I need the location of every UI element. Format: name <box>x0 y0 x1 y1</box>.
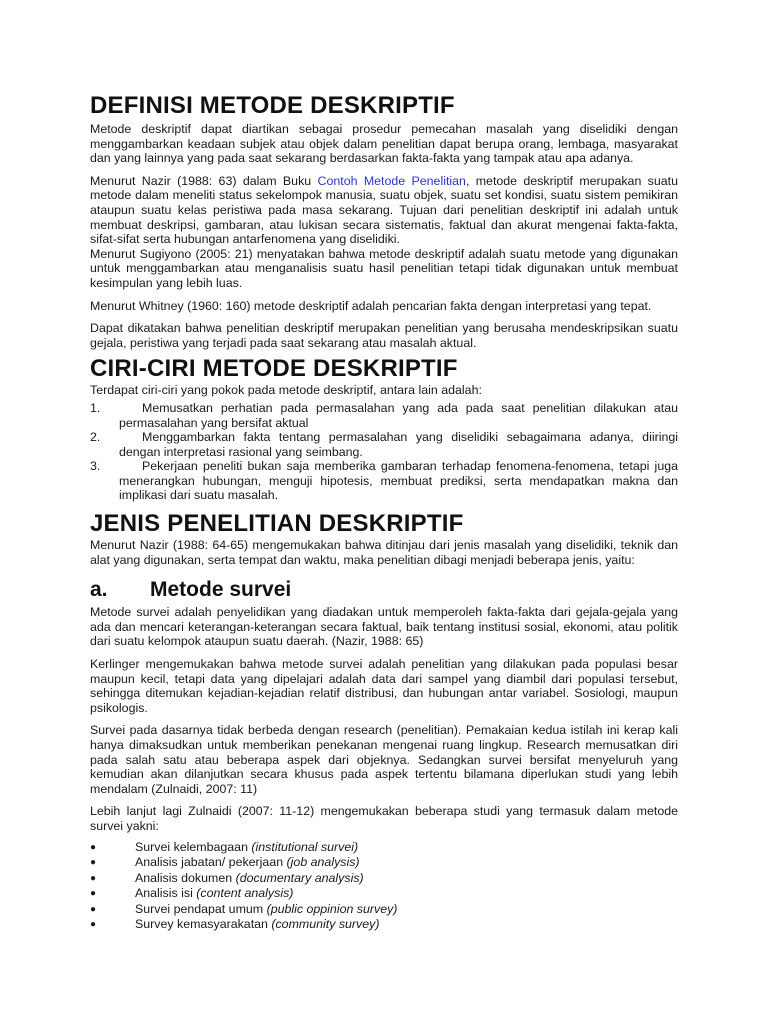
list-number: 2. <box>90 430 101 445</box>
paragraph: Menurut Sugiyono (2005: 21) menyatakan bahwa metode deskriptif adalah suatu metode yang digunakan untuk menggambarkan atau menganalisis suatu hasil penelitian tetapi tidak digunakan untuk membuat kesimpulan yang lebih luas. <box>90 246 678 290</box>
list-item <box>90 917 678 933</box>
list-item-text <box>135 902 397 918</box>
bullet-list <box>90 840 678 933</box>
list-item-text-wrap <box>119 401 678 430</box>
list-item-term: (job analysis) <box>286 855 360 870</box>
numbered-list <box>90 401 678 503</box>
bullet-icon: ● <box>90 888 97 900</box>
list-item <box>90 871 678 887</box>
paragraph: Lebih lanjut lagi Zulnaidi (2007: 11-12) mengemukakan beberapa studi yang termasuk dalam metode survei yakni: <box>90 804 678 833</box>
bullet-icon: ● <box>90 841 97 853</box>
list-item <box>90 902 678 918</box>
subheading-title: Metode survei <box>150 578 292 602</box>
subheading-letter: a. <box>90 578 108 602</box>
list-item <box>90 459 678 503</box>
paragraph: Menurut Nazir (1988: 64-65) mengemukakan bahwa ditinjau dari jenis masalah yang diselidiki, teknik dan alat yang digunakan, serta tempat dan waktu, maka penelitian dibagi menjadi beberapa jenis, yaitu: <box>90 538 678 567</box>
heading-definisi: DEFINISI METODE DESKRIPTIF <box>90 92 455 119</box>
list-item-text <box>135 840 358 856</box>
paragraph: Metode survei adalah penyelidikan yang diadakan untuk memperoleh fakta-fakta dari gejala-gejala yang ada dan mencari keterangan-keterangan secara faktual, baik tentang institusi sosial, ekonomi, atau politik dari suatu kelompok ataupun suatu daerah. (Nazir, 1988: 65) <box>90 605 678 649</box>
list-item-label: Analisis dokumen <box>135 870 236 885</box>
list-item-text <box>135 886 293 902</box>
heading-ciri: CIRI-CIRI METODE DESKRIPTIF <box>90 355 458 383</box>
list-item <box>90 840 678 856</box>
paragraph-text: , metode deskriptif merupakan suatu metode dalam meneliti status sekelompok manusia, suatu objek, suatu set kondisi, suatu sistem pemikiran ataupun suatu kelas peristiwa pada masa sekarang. Tujuan dari penelitian deskriptif ini adalah untuk membuat deskripsi, gambaran, atau lukisan secara sistematis, faktual dan akurat mengenai fakta-fakta, sifat-sifat serta hubungan antarfenomena yang diselidiki. <box>90 173 678 247</box>
paragraph: Terdapat ciri-ciri yang pokok pada metode deskriptif, antara lain adalah: <box>90 383 482 398</box>
list-item-term: (public oppinion survey) <box>266 901 398 916</box>
list-item-text <box>135 855 360 871</box>
list-number: 3. <box>90 459 101 474</box>
list-item <box>90 855 678 871</box>
bullet-icon: ● <box>90 872 97 884</box>
list-item-label: Survey kemasyarakatan <box>135 917 272 932</box>
paragraph: Dapat dikatakan bahwa penelitian deskriptif merupakan penelitian yang berusaha mendeskripsikan suatu gejala, peristiwa yang terjadi pada saat sekarang atau masalah aktual. <box>90 321 678 350</box>
list-item-text-wrap <box>119 430 678 459</box>
paragraph: Survei pada dasarnya tidak berbeda dengan research (penelitian). Pemakaian kedua istilah ini kerap kali hanya dimaksudkan untuk memberikan penekanan mengenai ruang lingkup. Research memusatkan diri pada salah satu atau beberapa aspek dari objeknya. Sedangkan survei bersifat menyeluruh yang kemudian akan dilanjutkan secara khusus pada aspek tertentu bilamana diperlukan studi yang lebih mendalam (Zulnaidi, 2007: 11) <box>90 723 678 796</box>
list-item-text <box>135 917 379 933</box>
list-item-label: Survei pendapat umum <box>135 901 267 916</box>
paragraph-text: Menurut Nazir (1988: 63) dalam Buku <box>90 173 318 188</box>
list-item-term: (content analysis) <box>196 886 294 901</box>
bullet-icon: ● <box>90 903 97 915</box>
list-item <box>90 430 678 459</box>
contoh-metode-penelitian-link[interactable]: Contoh Metode Penelitian <box>317 173 466 188</box>
list-item-term: (documentary analysis) <box>235 870 364 885</box>
subheading-survei <box>90 577 678 603</box>
list-item <box>90 401 678 430</box>
heading-jenis: JENIS PENELITIAN DESKRIPTIF <box>90 510 464 538</box>
list-item-text <box>135 871 364 887</box>
list-item-label: Analisis isi <box>135 886 197 901</box>
paragraph-nazir <box>90 174 678 247</box>
list-item-term: (community survey) <box>271 917 380 932</box>
list-item <box>90 886 678 902</box>
document-page <box>90 92 678 933</box>
list-item-text-wrap <box>119 459 678 503</box>
paragraph: Kerlinger mengemukakan bahwa metode survei adalah penelitian yang dilakukan pada populasi besar maupun kecil, tetapi data yang dipelajari adalah data dari sampel yang diambil dari populasi tersebut, sehingga ditemukan kejadian-kejadian relatif distribusi, dan hubungan antar variabel. Sosiologi, maupun psikologis. <box>90 657 678 715</box>
paragraph: Menurut Whitney (1960: 160) metode deskriptif adalah pencarian fakta dengan interpretasi yang tepat. <box>90 298 652 313</box>
list-item-text: Menggambarkan fakta tentang permasalahan yang diselidiki sebagaimana adanya, diiringi dengan interpretasi rasional yang seimbang. <box>119 430 678 459</box>
list-item-text: Memusatkan perhatian pada permasalahan yang ada pada saat penelitian dilakukan atau permasalahan yang bersifat aktual <box>119 400 678 430</box>
paragraph: Metode deskriptif dapat diartikan sebagai prosedur pemecahan masalah yang diselidiki dengan menggambarkan keadaan subjek atau objek dalam penelitian dapat berupa orang, lembaga, masyarakat dan yang lainnya yang pada saat sekarang berdasarkan fakta-fakta yang tampak atau apa adanya. <box>90 122 678 166</box>
bullet-icon: ● <box>90 919 97 931</box>
list-item-term: (institutional survei) <box>251 839 359 854</box>
list-number: 1. <box>90 400 101 415</box>
bullet-icon: ● <box>90 857 97 869</box>
list-item-label: Analisis jabatan/ pekerjaan <box>135 855 287 870</box>
list-item-label: Survei kelembagaan <box>135 839 252 854</box>
list-item-text: Pekerjaan peneliti bukan saja memberika gambaran terhadap fenomena-fenomena, tetapi juga menerangkan hubungan, menguji hipotesis, membuat prediksi, serta mendapatkan makna dan implikasi dari suatu masalah. <box>119 459 678 503</box>
